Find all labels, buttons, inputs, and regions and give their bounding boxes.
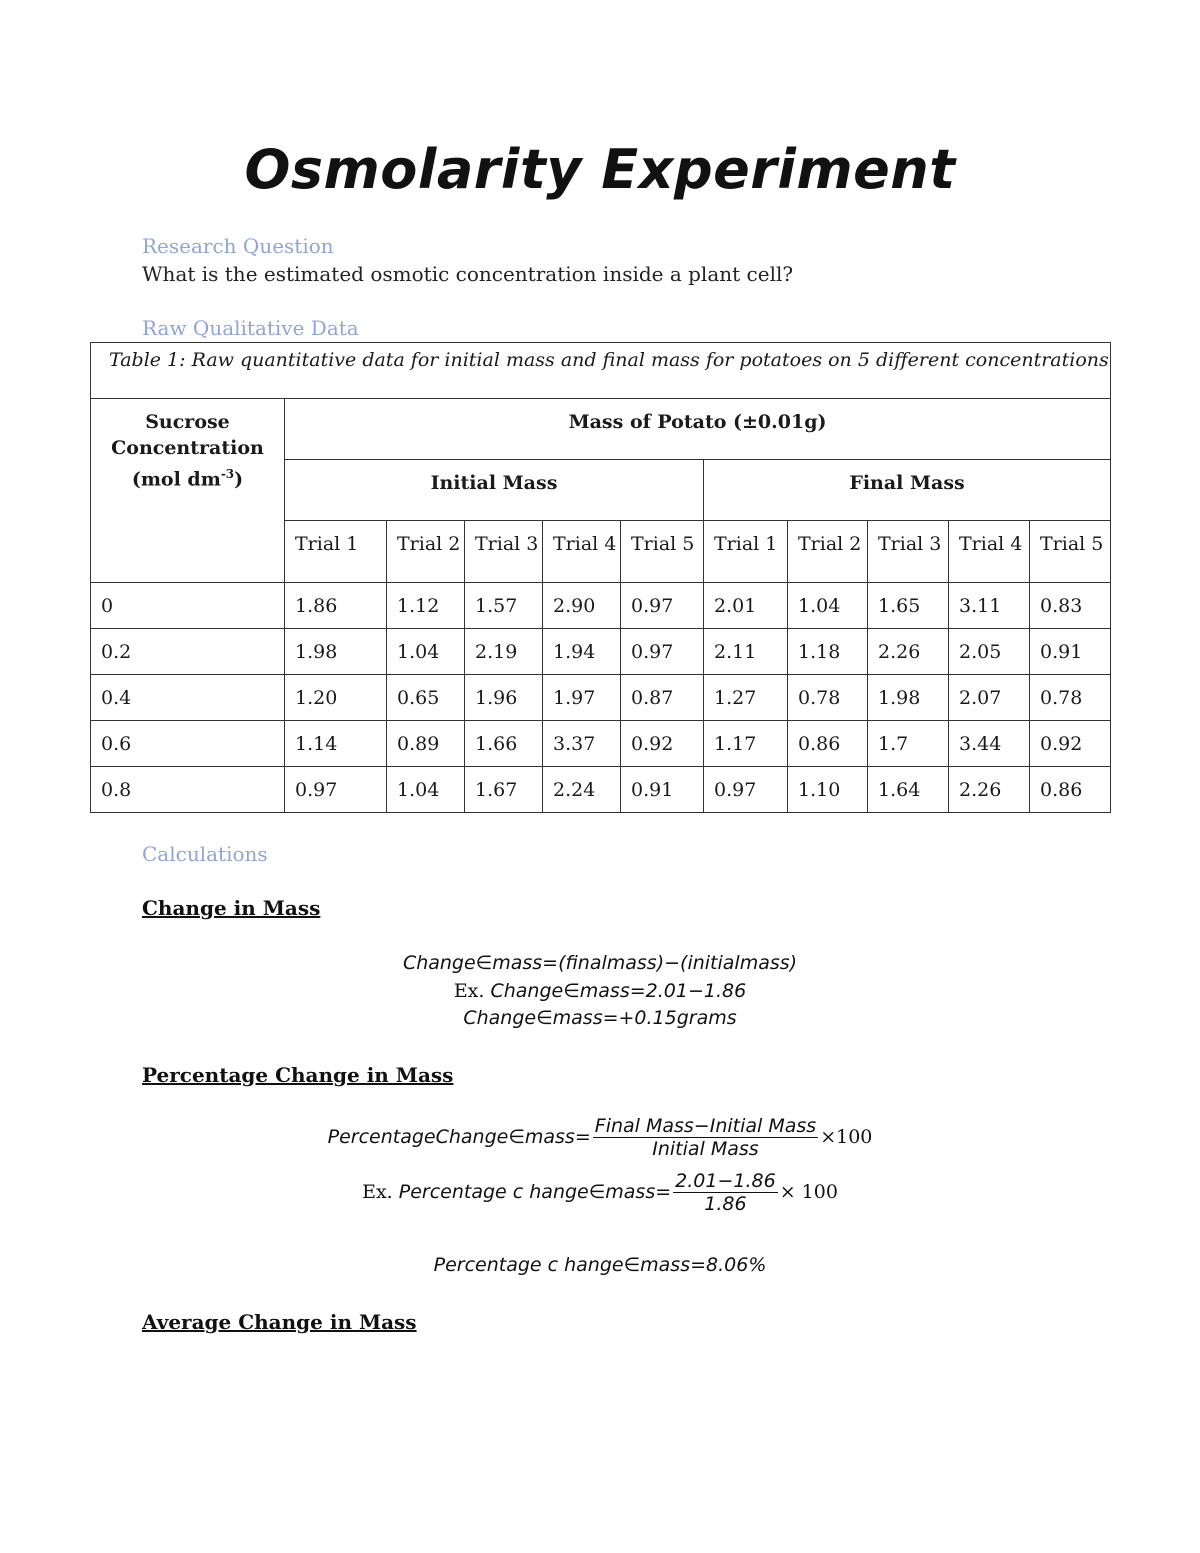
mass-cell: 0.78 <box>1030 675 1111 721</box>
percentage-example-lhs: Percentage c hange∈mass= <box>398 1181 672 1203</box>
concentration-cell: 0.6 <box>91 721 285 767</box>
mass-cell: 0.83 <box>1030 583 1111 629</box>
table-caption: Table 1: Raw quantitative data for initial mass and final mass for potatoes on 5 different concentrations <box>91 343 1111 399</box>
mass-cell: 2.05 <box>949 629 1030 675</box>
mass-cell: 1.96 <box>465 675 543 721</box>
mass-cell: 1.67 <box>465 767 543 813</box>
mass-cell: 1.64 <box>868 767 949 813</box>
mass-cell: 0.91 <box>621 767 704 813</box>
change-example <box>0 980 1200 1002</box>
mass-cell: 1.17 <box>704 721 788 767</box>
mass-cell: 0.97 <box>621 629 704 675</box>
mass-cell: 1.10 <box>788 767 868 813</box>
research-question-heading: Research Question <box>142 234 334 258</box>
mass-cell: 2.90 <box>543 583 621 629</box>
raw-data-table <box>90 342 1111 813</box>
mass-cell: 1.18 <box>788 629 868 675</box>
calculations-heading: Calculations <box>142 842 268 866</box>
raw-data-heading: Raw Qualitative Data <box>142 316 359 340</box>
trial-header: Trial 5 <box>1030 521 1111 583</box>
mass-cell: 0.92 <box>1030 721 1111 767</box>
trial-header: Trial 3 <box>465 521 543 583</box>
mass-cell: 1.04 <box>788 583 868 629</box>
change-formula: Change∈mass=(finalmass)−(initialmass) <box>402 952 798 974</box>
trial-header: Trial 2 <box>387 521 465 583</box>
example-prefix: Ex. <box>453 980 485 1002</box>
mass-cell: 2.26 <box>868 629 949 675</box>
mass-cell: 2.07 <box>949 675 1030 721</box>
concentration-cell: 0.4 <box>91 675 285 721</box>
table-row <box>91 583 1111 629</box>
concentration-header-exponent: -3 <box>220 467 235 481</box>
mass-cell: 1.65 <box>868 583 949 629</box>
table-row <box>91 721 1111 767</box>
mass-cell: 1.57 <box>465 583 543 629</box>
example-prefix: Ex. <box>362 1181 393 1203</box>
trial-header: Trial 1 <box>704 521 788 583</box>
mass-cell: 0.89 <box>387 721 465 767</box>
mass-cell: 2.24 <box>543 767 621 813</box>
mass-cell: 1.98 <box>285 629 387 675</box>
page-title: Osmolarity Experiment <box>244 138 956 201</box>
concentration-header <box>91 399 285 583</box>
mass-cell: 0.97 <box>704 767 788 813</box>
concentration-header-line-2: Concentration <box>111 437 264 459</box>
mass-cell: 0.91 <box>1030 629 1111 675</box>
mass-cell: 1.04 <box>387 767 465 813</box>
change-example-expression: Change∈mass=2.01−1.86 <box>490 980 747 1002</box>
mass-header: Mass of Potato (±0.01g) <box>285 399 1111 460</box>
mass-cell: 1.97 <box>543 675 621 721</box>
percentage-example <box>0 1170 1200 1215</box>
percentage-numerator: Final Mass−Initial Mass <box>594 1115 817 1137</box>
table-row <box>91 675 1111 721</box>
mass-cell: 1.20 <box>285 675 387 721</box>
research-question-text: What is the estimated osmotic concentration inside a plant cell? <box>142 262 794 286</box>
table-row <box>91 629 1111 675</box>
percentage-example-denominator: 1.86 <box>704 1193 747 1215</box>
concentration-cell: 0 <box>91 583 285 629</box>
mass-cell: 1.04 <box>387 629 465 675</box>
mass-cell: 1.7 <box>868 721 949 767</box>
percentage-change-heading: Percentage Change in Mass <box>142 1063 454 1087</box>
mass-cell: 1.14 <box>285 721 387 767</box>
mass-cell: 1.12 <box>387 583 465 629</box>
mass-cell: 3.11 <box>949 583 1030 629</box>
concentration-header-unit: (mol dm <box>131 468 221 491</box>
change-result: Change∈mass=+0.15grams <box>463 1007 737 1029</box>
mass-cell: 0.78 <box>788 675 868 721</box>
mass-cell: 0.87 <box>621 675 704 721</box>
percentage-formula-lhs: PercentageChange∈mass= <box>327 1126 591 1148</box>
mass-cell: 0.97 <box>285 767 387 813</box>
percentage-fraction <box>593 1115 818 1160</box>
mass-cell: 1.86 <box>285 583 387 629</box>
average-change-heading: Average Change in Mass <box>142 1310 417 1334</box>
mass-cell: 0.92 <box>621 721 704 767</box>
mass-cell: 1.98 <box>868 675 949 721</box>
change-in-mass-heading: Change in Mass <box>142 896 321 920</box>
mass-cell: 0.86 <box>788 721 868 767</box>
percentage-denominator: Initial Mass <box>652 1138 759 1160</box>
concentration-header-close: ) <box>234 468 244 491</box>
percentage-result: Percentage c hange∈mass=8.06% <box>433 1254 767 1276</box>
trial-header: Trial 5 <box>621 521 704 583</box>
trial-header: Trial 3 <box>868 521 949 583</box>
mass-cell: 3.37 <box>543 721 621 767</box>
mass-cell: 0.97 <box>621 583 704 629</box>
percentage-example-multiplier: × 100 <box>779 1181 838 1203</box>
percentage-example-numerator: 2.01−1.86 <box>675 1170 776 1192</box>
mass-cell: 3.44 <box>949 721 1030 767</box>
concentration-cell: 0.8 <box>91 767 285 813</box>
table-row <box>91 767 1111 813</box>
trial-header: Trial 2 <box>788 521 868 583</box>
trial-header: Trial 1 <box>285 521 387 583</box>
percentage-multiplier: ×100 <box>820 1126 873 1148</box>
percentage-formula <box>0 1115 1200 1160</box>
mass-cell: 2.19 <box>465 629 543 675</box>
mass-cell: 2.26 <box>949 767 1030 813</box>
trial-header: Trial 4 <box>949 521 1030 583</box>
initial-mass-header: Initial Mass <box>285 460 704 521</box>
mass-cell: 2.01 <box>704 583 788 629</box>
trial-header: Trial 4 <box>543 521 621 583</box>
mass-cell: 0.65 <box>387 675 465 721</box>
concentration-header-line-1: Sucrose <box>145 411 230 433</box>
mass-cell: 1.27 <box>704 675 788 721</box>
mass-cell: 1.66 <box>465 721 543 767</box>
final-mass-header: Final Mass <box>704 460 1111 521</box>
percentage-example-fraction <box>673 1170 778 1215</box>
mass-cell: 1.94 <box>543 629 621 675</box>
mass-cell: 2.11 <box>704 629 788 675</box>
concentration-cell: 0.2 <box>91 629 285 675</box>
mass-cell: 0.86 <box>1030 767 1111 813</box>
